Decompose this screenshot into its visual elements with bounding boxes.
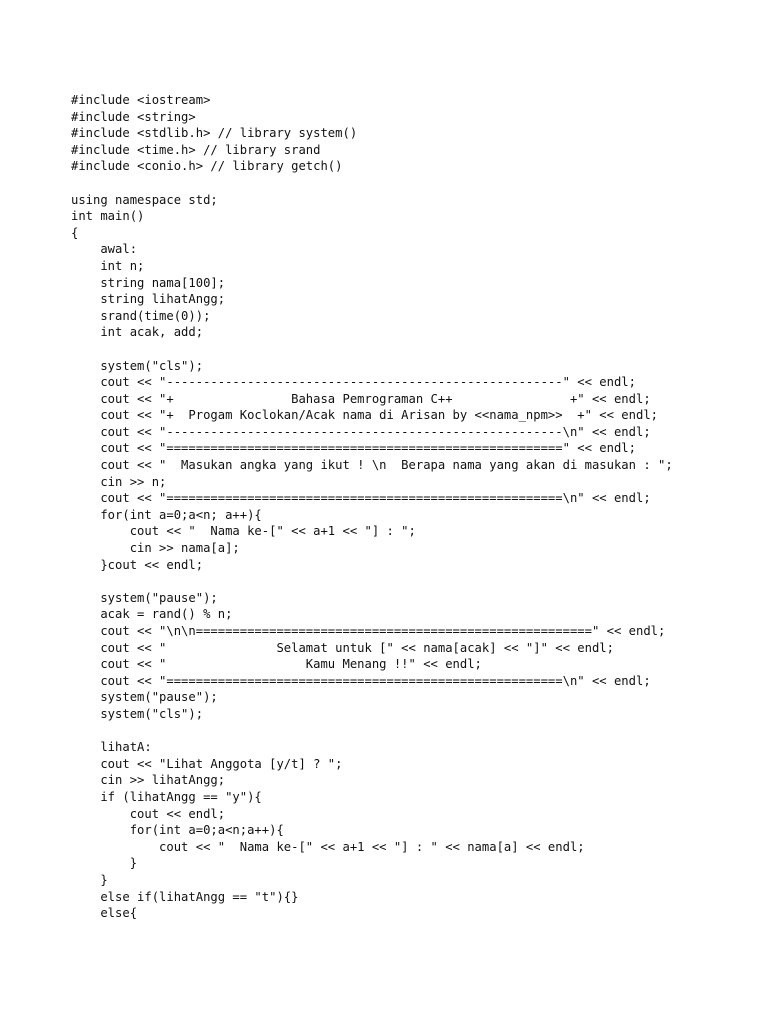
code-line [71,341,673,358]
code-line: else if(lihatAngg == "t"){} [71,889,299,904]
code-line: cout << " Kamu Menang !!" << endl; [71,657,482,672]
code-line: acak = rand() % n; [71,607,233,622]
code-line: if (lihatAngg == "y"){ [71,789,262,804]
code-line [71,573,673,590]
code-line: using namespace std; [71,192,218,207]
code-line: system("cls"); [71,358,204,373]
code-line: cout << "------------------------------------------------------" << endl; [71,375,636,390]
code-line: cout << "\n\n======================================================" << endl; [71,624,666,638]
code-line: int n; [71,258,145,273]
code-line: cout << "+ Bahasa Pemrograman C++ +" << endl; [71,391,651,406]
code-line: cout << "------------------------------------------------------\n" << endl; [71,424,651,439]
code-line: srand(time(0)); [71,308,211,323]
code-line: lihatA: [71,740,152,755]
code-line: cout << " Selamat untuk [" << nama[acak] << "]" << endl; [71,640,614,655]
code-line: cout << " Nama ke-[" << a+1 << "] : "; [71,524,416,539]
code-listing [71,92,673,922]
code-line: #include <string> [71,109,196,124]
code-line: string lihatAngg; [71,292,226,307]
code-line: for(int a=0;a<n;a++){ [71,823,284,838]
code-line: cout << "+ Progam Koclokan/Acak nama di Arisan by <<nama_npm>> +" << endl; [71,408,658,423]
code-line: cin >> lihatAngg; [71,773,226,788]
code-line: cin >> n; [71,474,167,489]
code-line: cout << " Nama ke-[" << a+1 << "] : " << nama[a] << endl; [71,839,585,854]
code-line: system("pause"); [71,690,218,705]
code-line: for(int a=0;a<n; a++){ [71,507,262,522]
code-line: cout << " Masukan angka yang ikut ! \n Berapa nama yang akan di masukan : "; [71,458,673,473]
code-line: string nama[100]; [71,275,226,290]
code-line: #include <conio.h> // library getch() [71,159,343,174]
code-line: awal: [71,242,138,257]
code-line: else{ [71,906,138,921]
code-line [71,175,673,192]
code-line [71,723,673,740]
code-line: cin >> nama[a]; [71,541,240,556]
code-line: system("cls"); [71,706,204,721]
code-line: cout << "======================================================" << endl; [71,441,636,456]
code-line: #include <iostream> [71,93,211,107]
code-line: system("pause"); [71,590,218,605]
code-line: } [71,872,108,887]
code-line: cout << endl; [71,806,226,821]
code-line: cout << "Lihat Anggota [y/t] ? "; [71,756,343,771]
code-line: #include <stdlib.h> // library system() [71,126,358,141]
code-line: cout << "======================================================\n" << endl; [71,673,651,688]
code-line: { [71,225,79,240]
code-line: int main() [71,209,145,224]
code-line: #include <time.h> // library srand [71,142,321,157]
code-line: } [71,856,138,871]
code-line: cout << "======================================================\n" << endl; [71,491,651,506]
code-line: int acak, add; [71,325,204,340]
code-line: }cout << endl; [71,557,204,572]
